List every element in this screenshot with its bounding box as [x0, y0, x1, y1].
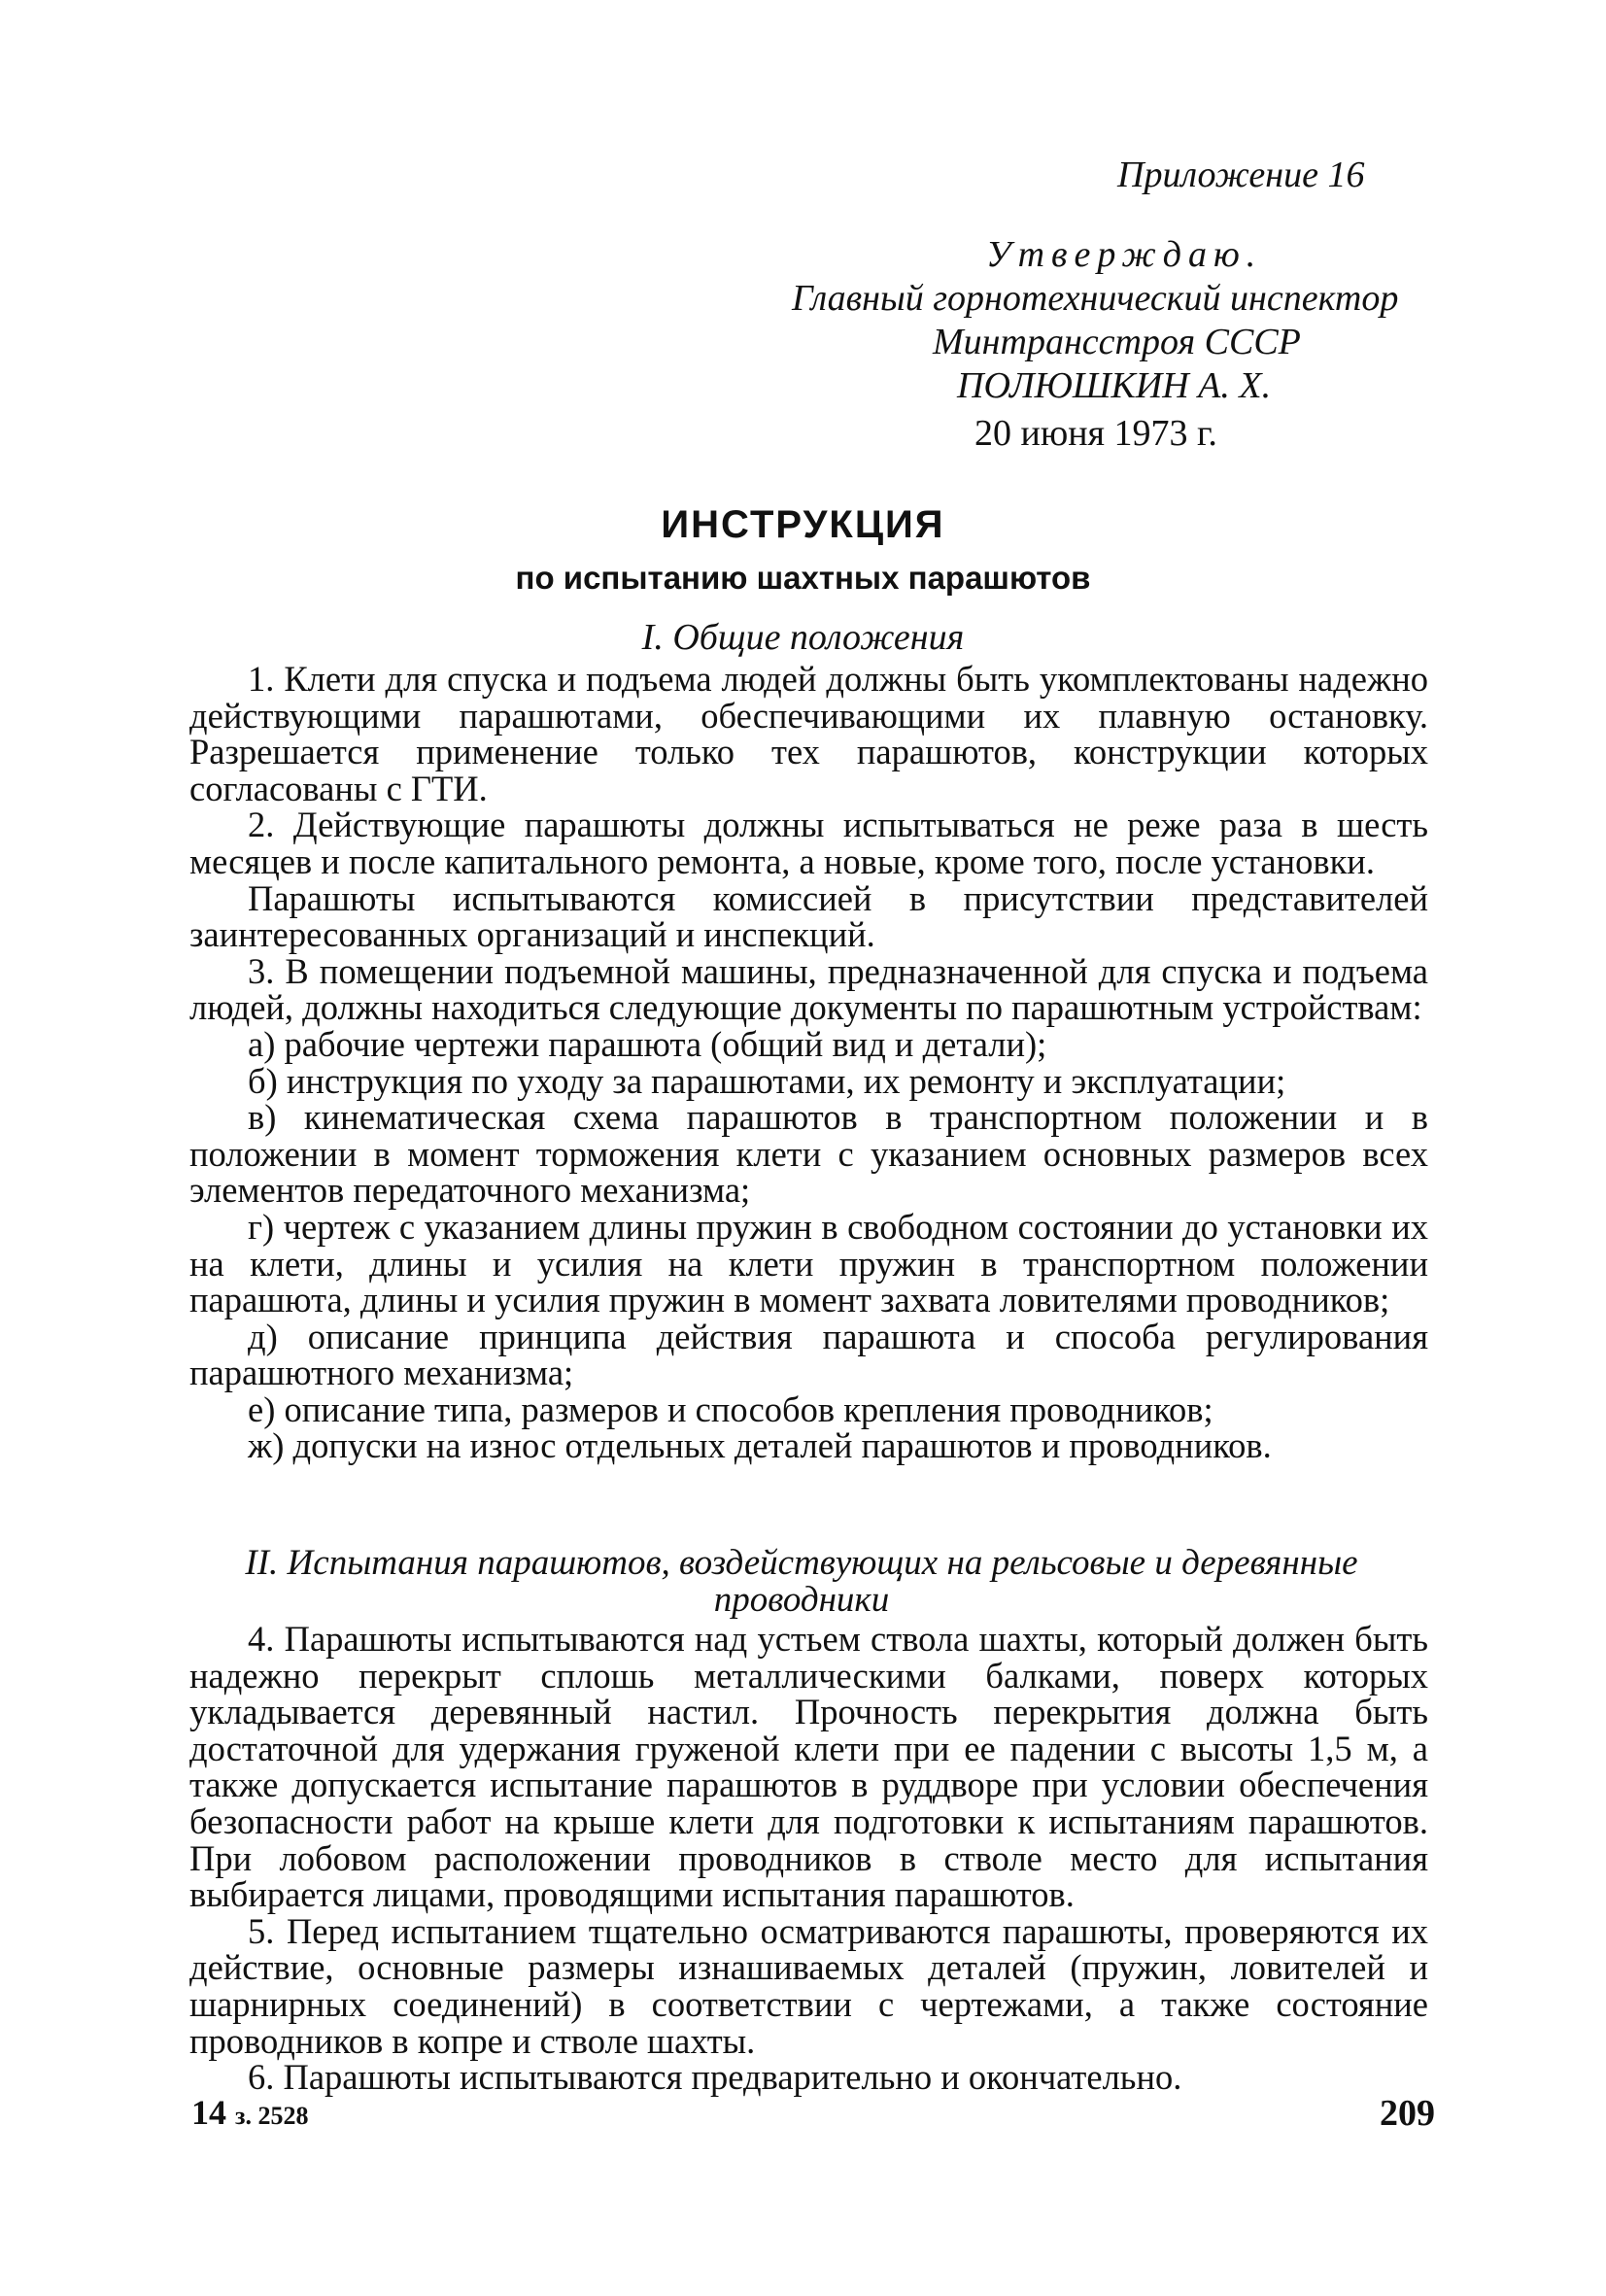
approval-approve: Утверждаю.	[986, 234, 1263, 275]
approval-ministry: Минтрансстроя СССР	[933, 322, 1301, 362]
list-item: ж) допуски на износ отдельных деталей парашютов и проводников.	[248, 1425, 1272, 1466]
list-item: г) чертеж с указанием длины пружин в свободном состоянии до установки их на клети, длины и усилия на клети пружин в транспортном положении парашюта, длины и усилия пружин в момент захвата ловителями проводников;	[189, 1206, 1428, 1320]
document-subtitle: по испытанию шахтных парашютов	[515, 560, 1091, 596]
paragraph: 6. Парашюты испытываются предварительно и окончательно.	[248, 2057, 1182, 2098]
document-title: ИНСТРУКЦИЯ	[661, 503, 945, 546]
paragraph: 3. В помещении подъемной машины, предназначенной для спуска и подъема людей, должны находиться следующие документы по парашютным устройствам:	[189, 950, 1428, 1028]
paragraph: Парашюты испытываются комиссией в присутствии представителей заинтересованных организаций и инспекций.	[189, 877, 1428, 955]
section-body-2	[189, 1621, 1428, 2096]
footer-signature	[191, 2092, 308, 2133]
page-number: 209	[1380, 2093, 1435, 2134]
approval-date: 20 июня 1973 г.	[974, 413, 1217, 454]
paragraph: 4. Парашюты испытываются над устьем ствола шахты, который должен быть надежно перекрыт сплошь металлическими балками, поверх которых укладывается деревянный настил. Прочность перекрытия должна быть достаточной для удержания груженой клети при ее падении с высоты 1,5 м, а также допускается испытание парашютов в руддворе при условии обеспечения безопасности работ на крыше клети для подготовки к испытаниям парашютов. При лобовом расположении проводников в стволе место для испытания выбирается лицами, проводящими испытания парашютов.	[189, 1619, 1428, 1915]
section-body-1	[189, 661, 1428, 1464]
approval-position: Главный горнотехнический инспектор	[792, 278, 1399, 319]
list-item: а) рабочие чертежи парашюта (общий вид и детали);	[248, 1023, 1047, 1064]
list-item: е) описание типа, размеров и способов крепления проводников;	[248, 1388, 1213, 1429]
annex-label: Приложение 16	[1117, 154, 1365, 195]
approval-block	[792, 233, 1452, 456]
section-heading-2: II. Испытания парашютов, воздействующих на рельсовые и деревянные проводники	[245, 1543, 1358, 1620]
approval-name: ПОЛЮШКИН А. Х.	[957, 365, 1272, 406]
paragraph: 2. Действующие парашюты должны испытываться не реже раза в шесть месяцев и после капитального ремонта, а новые, кроме того, после установки.	[189, 805, 1428, 881]
order-mark: з. 2528	[235, 2102, 309, 2130]
paragraph: 5. Перед испытанием тщательно осматриваются парашюты, проверяются их действие, основные размеры изнашиваемых деталей (пружин, ловителей и шарнирных соединений) в соответствии с чертежами, а также состояние проводников в копре и стволе шахты.	[189, 1910, 1428, 2061]
signature-mark: 14	[191, 2093, 226, 2132]
section-heading-1: I. Общие положения	[641, 617, 965, 658]
list-item: в) кинематическая схема парашютов в транспортном положении и в положении в момент торможения клети с указанием основных размеров всех элементов передаточного механизма;	[189, 1097, 1428, 1211]
list-item: б) инструкция по уходу за парашютами, их ремонту и эксплуатации;	[248, 1060, 1286, 1101]
list-item: д) описание принципа действия парашюта и способа регулирования парашютного механизма;	[189, 1316, 1428, 1393]
paragraph: 1. Клети для спуска и подъема людей должны быть укомплектованы надежно действующими парашютами, обеспечивающими их плавную остановку. Разрешается применение только тех парашютов, конструкции которых согласованы с ГТИ.	[189, 659, 1428, 808]
